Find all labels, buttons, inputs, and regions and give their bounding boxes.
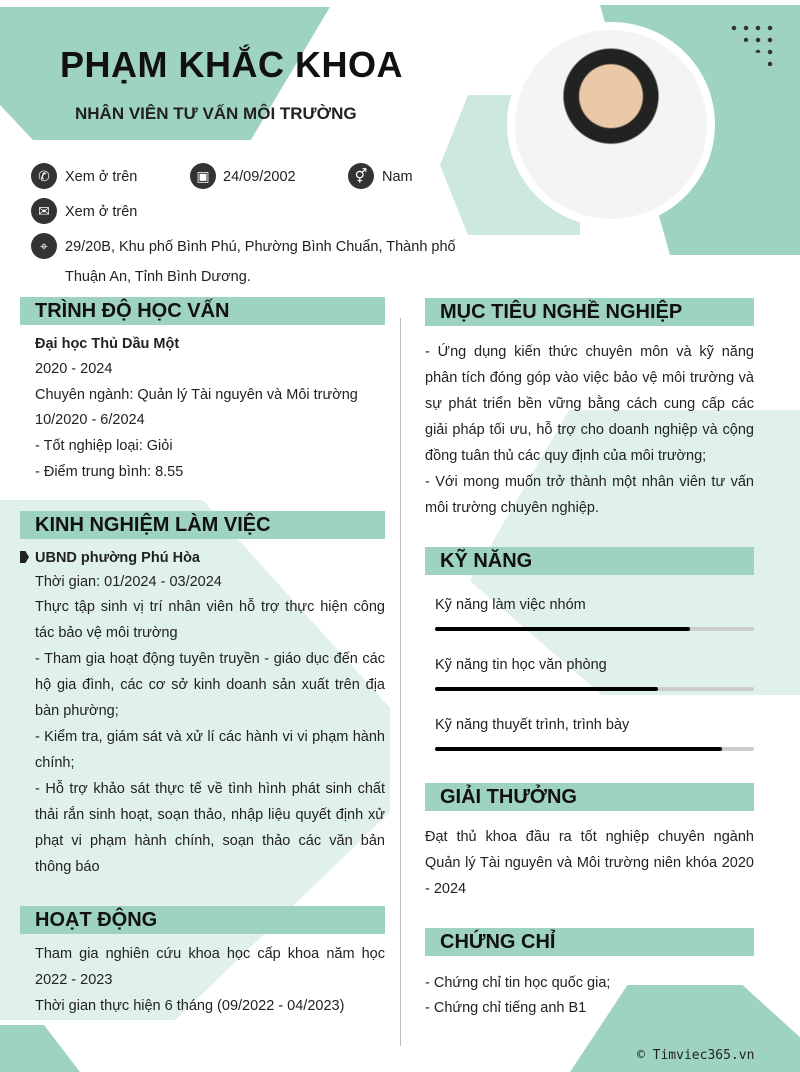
skill-label: Kỹ năng thuyết trình, trình bày <box>435 717 630 733</box>
certificates-heading: CHỨNG CHỈ <box>425 928 754 956</box>
objective-text: - Ứng dụng kiến thức chuyên môn và kỹ năng phân tích đóng góp vào việc bảo vệ môi trường và sự phát triển bền vững bằng cách cung cấp các giải pháp tối ưu, hỗ trợ cho doanh nghiệp và cộng đồng tuân thủ các quy định của môi trường; <box>425 344 754 464</box>
education-line: - Tốt nghiệp loại: Giỏi <box>35 438 173 454</box>
experience-heading: KINH NGHIỆM LÀM VIỆC <box>20 511 385 539</box>
experience-bullet: - Tham gia hoạt động tuyên truyền - giáo dục đến các hộ gia đình, các cơ sở kinh doanh sản xuất trên địa bàn phường; <box>35 651 385 719</box>
certificate-item: - Chứng chỉ tiếng anh B1 <box>425 1000 587 1016</box>
activities-heading: HOẠT ĐỘNG <box>20 906 385 934</box>
skill-label: Kỹ năng làm việc nhóm <box>435 597 586 613</box>
footer-credit: © Timviec365.vn <box>637 1048 755 1063</box>
activities-time: Thời gian thực hiện 6 tháng (09/2022 - 04/2023) <box>35 998 345 1014</box>
gender-icon: ⚥ <box>348 163 374 189</box>
experience-description: Thực tập sinh vị trí nhân viên hỗ trợ thực hiện công tác bảo vệ môi trường <box>35 599 385 641</box>
experience-bullet: - Kiểm tra, giám sát và xử lí các hành vi vi phạm hành chính; <box>35 729 385 771</box>
education-heading: TRÌNH ĐỘ HỌC VẤN <box>20 297 385 325</box>
skill-bar <box>435 747 754 751</box>
objective-heading: MỤC TIÊU NGHỀ NGHIỆP <box>425 298 754 326</box>
candidate-name: PHẠM KHẮC KHOA <box>60 44 403 85</box>
skill-label: Kỹ năng tin học văn phòng <box>435 657 607 673</box>
email-value: Xem ở trên <box>65 204 138 220</box>
phone-value: Xem ở trên <box>65 169 138 185</box>
certificate-item: - Chứng chỉ tin học quốc gia; <box>425 975 611 991</box>
education-line: 2020 - 2024 <box>35 361 113 377</box>
address-line1: 29/20B, Khu phố Bình Phú, Phường Bình Chuẩn, Thành phố <box>65 239 456 255</box>
location-icon: ⌖ <box>31 233 57 259</box>
school-name: Đại học Thủ Dầu Một <box>35 336 180 352</box>
awards-text: Đạt thủ khoa đầu ra tốt nghiệp chuyên ngành Quản lý Tài nguyên và Môi trường niên khóa 2020 - 2024 <box>425 829 754 897</box>
experience-bullet: - Hỗ trợ khảo sát thực tế về tình hình phát sinh chất thải rắn sinh hoạt, soạn thảo, nhập liệu quyết định xử phạt vi phạm hành chính, soạn thảo các văn bản thông báo <box>35 781 385 875</box>
job-title: NHÂN VIÊN TƯ VẤN MÔI TRƯỜNG <box>75 104 357 123</box>
gender-value: Nam <box>382 169 413 185</box>
company-name: UBND phường Phú Hòa <box>35 550 200 566</box>
education-line: - Điểm trung bình: 8.55 <box>35 464 184 480</box>
calendar-icon: ▣ <box>190 163 216 189</box>
skill-bar <box>435 627 754 631</box>
experience-time: Thời gian: 01/2024 - 03/2024 <box>35 574 222 590</box>
activities-text: Tham gia nghiên cứu khoa học cấp khoa năm học 2022 - 2023 <box>35 946 385 988</box>
column-divider <box>400 318 401 1046</box>
avatar <box>507 22 715 227</box>
email-icon: ✉ <box>31 198 57 224</box>
phone-icon: ✆ <box>31 163 57 189</box>
skill-bar <box>435 687 754 691</box>
address-line2: Thuận An, Tỉnh Bình Dương. <box>65 269 251 285</box>
awards-heading: GIẢI THƯỞNG <box>425 783 754 811</box>
skills-heading: KỸ NĂNG <box>425 547 754 575</box>
education-line: 10/2020 - 6/2024 <box>35 412 145 428</box>
dob-value: 24/09/2002 <box>223 169 296 185</box>
objective-text2: - Với mong muốn trở thành một nhân viên tư vấn môi trường chuyên nghiệp. <box>425 474 754 516</box>
bg-shape <box>0 1025 80 1072</box>
education-line: Chuyên ngành: Quản lý Tài nguyên và Môi trường <box>35 387 358 403</box>
